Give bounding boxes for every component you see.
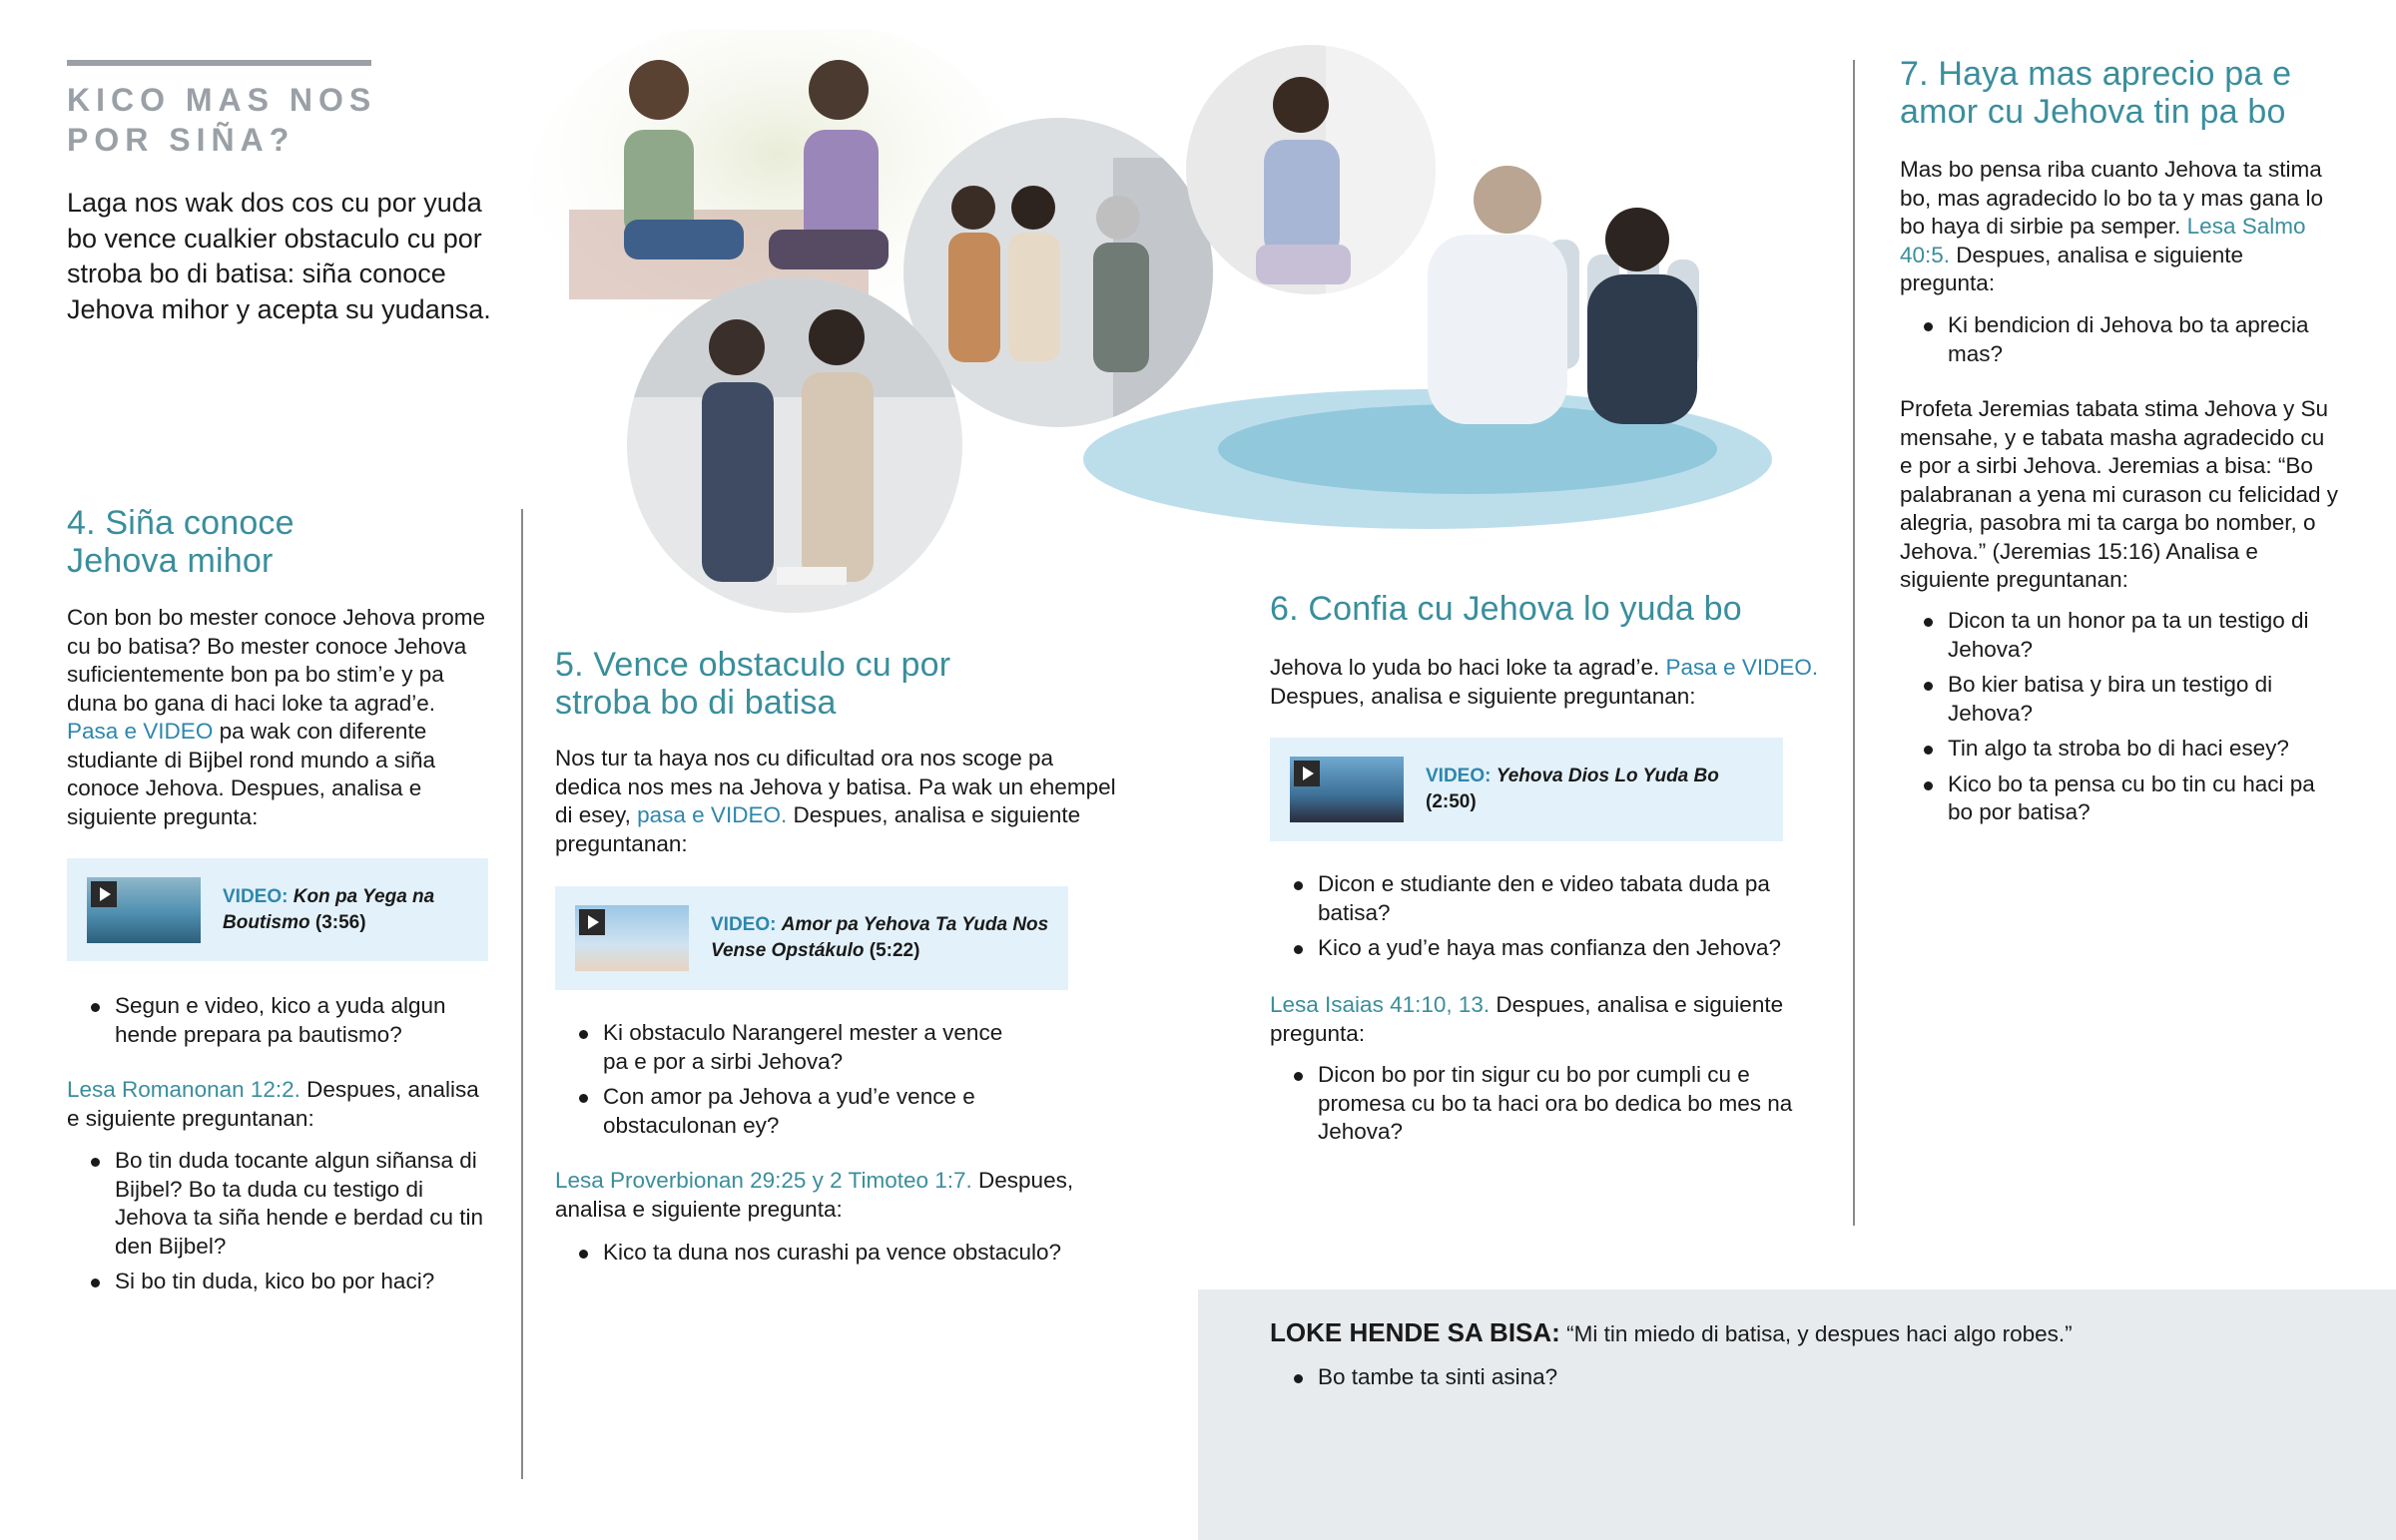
play-icon[interactable] [579,909,605,935]
scripture-link[interactable]: Lesa Romanonan 12:2. [67,1077,300,1102]
scripture-link[interactable]: Lesa Isaias 41:10, 13. [1270,992,1491,1017]
section-4-reading: Lesa Romanonan 12:2. Despues, analisa e siguiente preguntanan: [67,1077,479,1131]
section-7-questions [1900,311,2339,375]
question-item: Segun e video, kico a yuda algun hende prepara pa bautismo? [67,992,506,1049]
question-item: Bo tin duda tocante algun siñansa di Bijbel? Bo ta duda cu testigo di Jehova ta siña hende e berdad cu tin den Bijbel? [67,1147,496,1261]
play-video-link[interactable]: Pasa e VIDEO. [1665,655,1819,680]
intro-rule [67,60,371,66]
question-item: Kico ta duna nos curashi pa vence obstaculo? [555,1239,1114,1268]
question-item: Dicon ta un honor pa ta un testigo di Jehova? [1900,607,2339,664]
play-video-link[interactable]: pasa e VIDEO. [637,802,788,827]
intro-text: Laga nos wak dos cos cu por yuda bo vence cualkier obstaculo cu por stroba bo di batisa: siña conoce Jehova mihor y acepta su yudansa. [67,188,491,324]
baptism-illustration [1068,140,1777,569]
video-caption: VIDEO: Kon pa Yega na Boutismo (3:56) [223,885,435,933]
scripture-link[interactable]: Lesa Proverbionan 29:25 y 2 Timoteo 1:7. [555,1168,972,1193]
question-item: Dicon bo por tin sigur cu bo por cumpli cu e promesa cu bo ta haci ora bo dedica bo mes na Jehova? [1270,1061,1809,1147]
section-7-questions-2 [1900,607,2339,834]
play-icon[interactable] [91,881,117,907]
scripture-link[interactable]: Lesa Salmo 40:5. [1900,214,2306,267]
play-video-link[interactable]: Pasa e VIDEO [67,719,214,744]
section-4-questions [67,992,506,1056]
intro-heading: KICO MAS NOS POR SIÑA? [67,82,377,158]
video-thumbnail[interactable] [575,905,689,971]
section-5-title: 5. Vence obstaculo cu por stroba bo di batisa [555,646,951,722]
section-4-intro: Con bon bo mester conoce Jehova prome cu bo batisa? Bo mester conoce Jehova suficientemente bon pa bo stim’e y pa duna bo gana di haci loke ta agrad’e. Pasa e VIDEO pa wak con diferente studiante di Bijbel rond mundo a siña conoce Jehova. Despues, analisa e siguiente pregunta: [67,605,485,829]
section-4-title: 4. Siña conoce Jehova mihor [67,504,295,580]
mentor-illustration [627,277,962,613]
section-4-questions-2 [67,1147,496,1303]
comment-questions [1270,1363,2168,1399]
play-icon[interactable] [1294,761,1320,786]
section-5-intro: Nos tur ta haya nos cu dificultad ora nos scoge pa dedica nos mes na Jehova y batisa. Pa wak un ehempel di esey, pasa e VIDEO. Despues, analisa e siguiente preguntanan: [555,746,1116,856]
column-divider [521,509,523,1479]
video-caption: VIDEO: Yehova Dios Lo Yuda Bo (2:50) [1426,766,1719,812]
section-6-intro: Jehova lo yuda bo haci loke ta agrad’e. Pasa e VIDEO. Despues, analisa e siguiente preguntanan: [1270,655,1819,709]
question-item: Ki bendicion di Jehova bo ta aprecia mas? [1900,311,2339,368]
section-5-questions [555,1019,1024,1147]
section-5-questions-2 [555,1239,1114,1275]
comment-label: LOKE HENDE SA BISA: [1270,1317,1560,1347]
section-6-questions-2 [1270,1061,1809,1154]
section-7-paragraph: Profeta Jeremias tabata stima Jehova y Su mensahe, y e tabata masha agradecido cu e por a sirbi Jehova. Jeremias a bisa: “Bo palabranan a yena mi curason cu felicidad y alegria, pasobra mi ta carga bo nomber, o Jehova.” (Jeremias 15:16) Analisa e siguiente preguntanan: [1900,396,2339,592]
question-item: Kico bo ta pensa cu bo tin cu haci pa bo por batisa? [1900,770,2339,827]
video-caption: VIDEO: Amor pa Yehova Ta Yuda Nos Vense Opstákulo (5:22) [711,914,1049,961]
question-item: Dicon e studiante den e video tabata duda pa batisa? [1270,870,1829,927]
video-card[interactable] [555,886,1068,990]
video-card[interactable] [1270,738,1783,841]
comment-text: LOKE HENDE SA BISA: “Mi tin miedo di batisa, y despues haci algo robes.” [1270,1317,2073,1347]
question-item: Tin algo ta stroba bo di haci esey? [1900,735,2339,764]
section-5-reading: Lesa Proverbionan 29:25 y 2 Timoteo 1:7. Despues, analisa e siguiente pregunta: [555,1168,1074,1222]
question-item: Con amor pa Jehova a yud’e vence e obstaculonan ey? [555,1083,1024,1140]
video-thumbnail[interactable] [87,877,201,943]
section-7-title: 7. Haya mas aprecio pa e amor cu Jehova tin pa bo [1900,55,2292,131]
column-divider [1853,60,1855,1226]
video-card[interactable] [67,858,488,961]
question-item: Si bo tin duda, kico bo por haci? [67,1268,496,1296]
question-item: Bo tambe ta sinti asina? [1270,1363,2168,1392]
section-6-reading: Lesa Isaias 41:10, 13. Despues, analisa e siguiente pregunta: [1270,992,1784,1046]
question-item: Ki obstaculo Narangerel mester a vence pa e por a sirbi Jehova? [555,1019,1024,1076]
question-item: Kico a yud’e haya mas confianza den Jehova? [1270,934,1829,963]
section-6-questions [1270,870,1829,970]
video-thumbnail[interactable] [1290,757,1404,822]
question-item: Bo kier batisa y bira un testigo di Jehova? [1900,671,2339,728]
section-6-title: 6. Confia cu Jehova lo yuda bo [1270,590,1742,628]
section-7-intro: Mas bo pensa riba cuanto Jehova ta stima bo, mas agradecido lo bo ta y mas gana lo bo haya di sirbie pa semper. Lesa Salmo 40:5. Despues, analisa e siguiente pregunta: [1900,157,2324,295]
